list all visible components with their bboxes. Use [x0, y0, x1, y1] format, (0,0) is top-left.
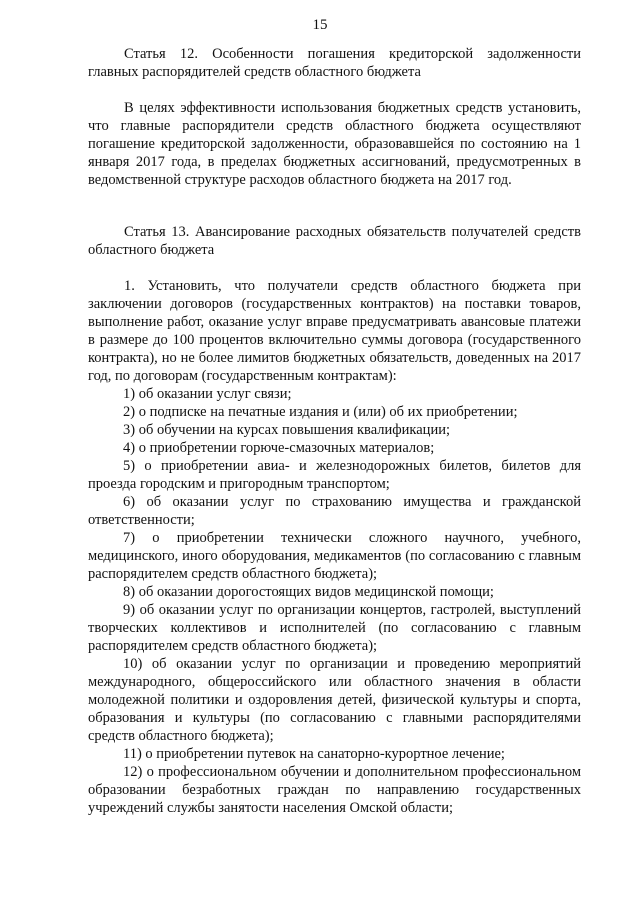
list-item-1: 1) об оказании услуг связи; — [123, 386, 292, 402]
article-12-heading: Статья 12. Особенности погашения кредиторской задолженности главных распорядителей средств областного бюджета — [88, 46, 581, 80]
list-item-10: 10) об оказании услуг по организации и проведению мероприятий международного, общероссийского или областного значения в области молодежной политики и оздоровления детей, физической культуры и спорта, образования и культуры (по согласованию с главными распорядителями средств областного бюджета); — [88, 656, 581, 744]
list-item-2: 2) о подписке на печатные издания и (или) об их приобретении; — [123, 404, 518, 420]
article-12-heading-block — [88, 45, 581, 81]
list-item-3: 3) об обучении на курсах повышения квалификации; — [123, 422, 450, 438]
list-item-4: 4) о приобретении горюче-смазочных материалов; — [123, 440, 435, 456]
list-item-5: 5) о приобретении авиа- и железнодорожных билетов, билетов для проезда городским и пригородным транспортом; — [88, 458, 581, 492]
article-13-heading-block — [88, 223, 581, 259]
article-12-body-block — [88, 99, 581, 189]
list-item-9: 9) об оказании услуг по организации концертов, гастролей, выступлений творческих коллективов и исполнителей (по согласованию с главным распорядителем средств областного бюджета); — [88, 602, 581, 654]
article-12-paragraph: В целях эффективности использования бюджетных средств установить, что главные распорядители средств областного бюджета осуществляют погашение кредиторской задолженности, образовавшейся по состоянию на 1 января 2017 года, в пределах бюджетных ассигнований, предусмотренных в ведомственной структуре расходов областного бюджета на 2017 год. — [88, 100, 581, 188]
list-item-12: 12) о профессиональном обучении и дополнительном профессиональном образовании безработных граждан по направлению государственных учреждений службы занятости населения Омской области; — [88, 764, 581, 816]
article-13-intro-paragraph: 1. Установить, что получатели средств областного бюджета при заключении договоров (государственных контрактов) на поставки товаров, выполнение работ, оказание услуг вправе предусматривать авансовые платежи в размере до 100 процентов включительно суммы договора (государственного контракта), но не более лимитов бюджетных обязательств, доведенных на 2017 год, по договорам (государственным контрактам): — [88, 278, 581, 384]
article-13-heading: Статья 13. Авансирование расходных обязательств получателей средств областного бюджета — [88, 224, 581, 258]
list-item-7: 7) о приобретении технически сложного научного, учебного, медицинского, иного оборудования, медикаментов (по согласованию с главным распорядителем средств областного бюджета); — [88, 530, 581, 582]
list-item-11: 11) о приобретении путевок на санаторно-курортное лечение; — [123, 746, 505, 762]
article-13-body-block — [88, 277, 581, 817]
list-item-6: 6) об оказании услуг по страхованию имущества и гражданской ответственности; — [88, 494, 581, 528]
page-number: 15 — [312, 17, 328, 33]
list-item-8: 8) об оказании дорогостоящих видов медицинской помощи; — [123, 584, 494, 600]
